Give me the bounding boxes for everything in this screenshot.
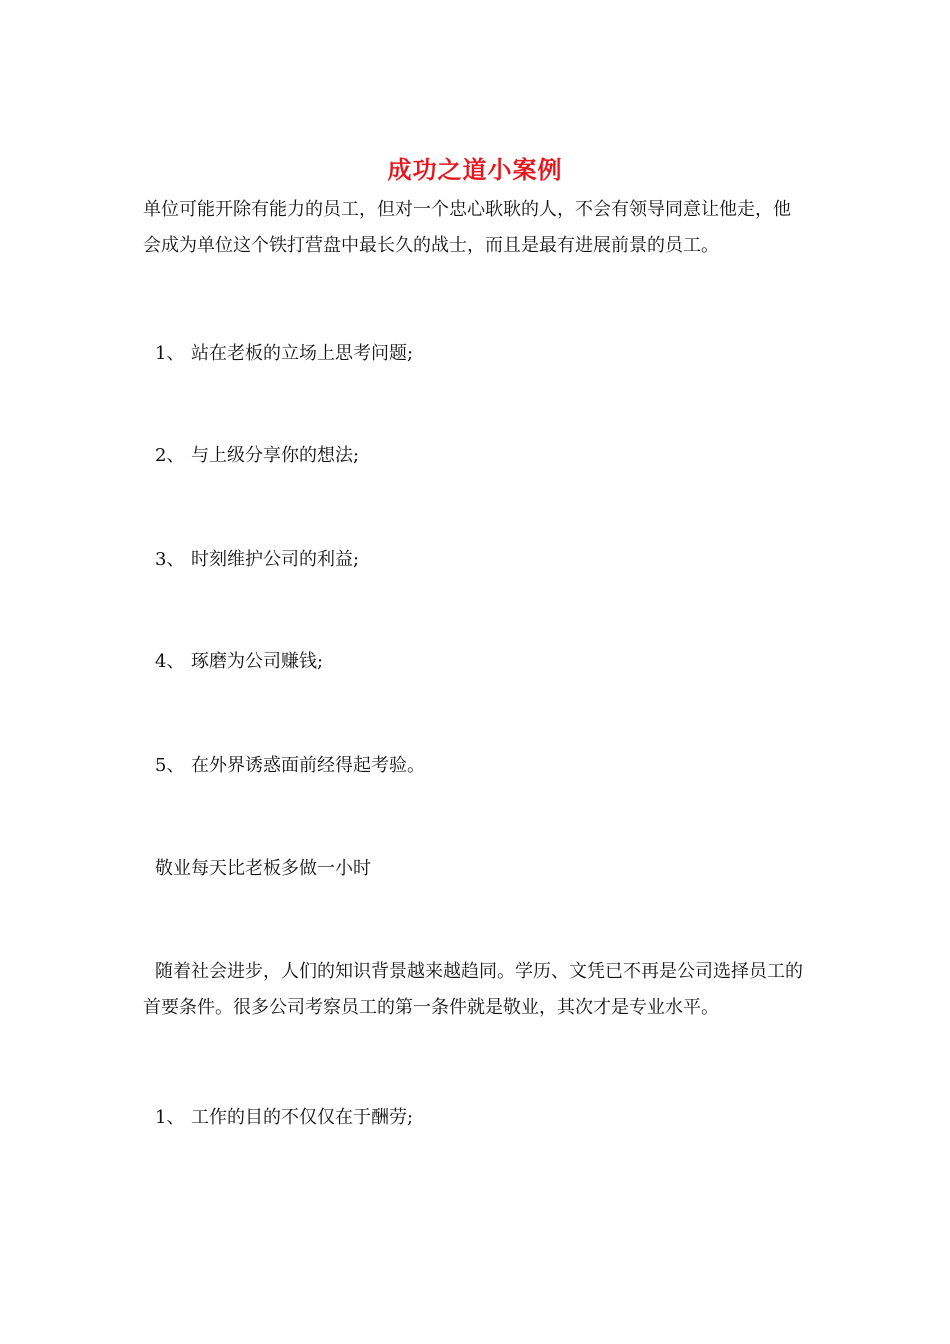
list-item: [143, 444, 808, 468]
list-item: [143, 1106, 808, 1130]
list-item-number: 5、: [155, 755, 185, 776]
intro-paragraph: 单位可能开除有能力的员工，但对一个忠心耿耿的人，不会有领导同意让他走，他会成为单位这个铁打营盘中最长久的战士，而且是最有进展前景的员工。: [143, 199, 791, 256]
list-item-text: 站在老板的立场上思考问题;: [191, 343, 414, 364]
list-item-number: 1、: [155, 1107, 185, 1128]
list-item-number: 3、: [155, 549, 185, 570]
list-item-number: 2、: [155, 445, 185, 466]
document-title: 成功之道小案例: [387, 155, 563, 184]
list-item: [143, 548, 808, 572]
list-item-number: 1、: [155, 343, 185, 364]
list-item: [143, 754, 808, 778]
list-item-text: 琢磨为公司赚钱;: [191, 651, 324, 672]
list-item: [143, 650, 808, 674]
list-item: [143, 342, 808, 366]
list-item-text: 工作的目的不仅仅在于酬劳;: [191, 1107, 414, 1128]
body-paragraph: 随着社会进步，人们的知识背景越来越趋同。学历、文凭已不再是公司选择员工的首要条件。很多公司考察员工的第一条件就是敬业，其次才是专业水平。: [143, 961, 803, 1018]
section-heading: 敬业每天比老板多做一小时: [155, 858, 371, 879]
list-item-text: 在外界诱惑面前经得起考验。: [191, 755, 425, 776]
list-item-number: 4、: [155, 651, 185, 672]
list-item-text: 时刻维护公司的利益;: [191, 549, 360, 570]
list-item-text: 与上级分享你的想法;: [191, 445, 360, 466]
